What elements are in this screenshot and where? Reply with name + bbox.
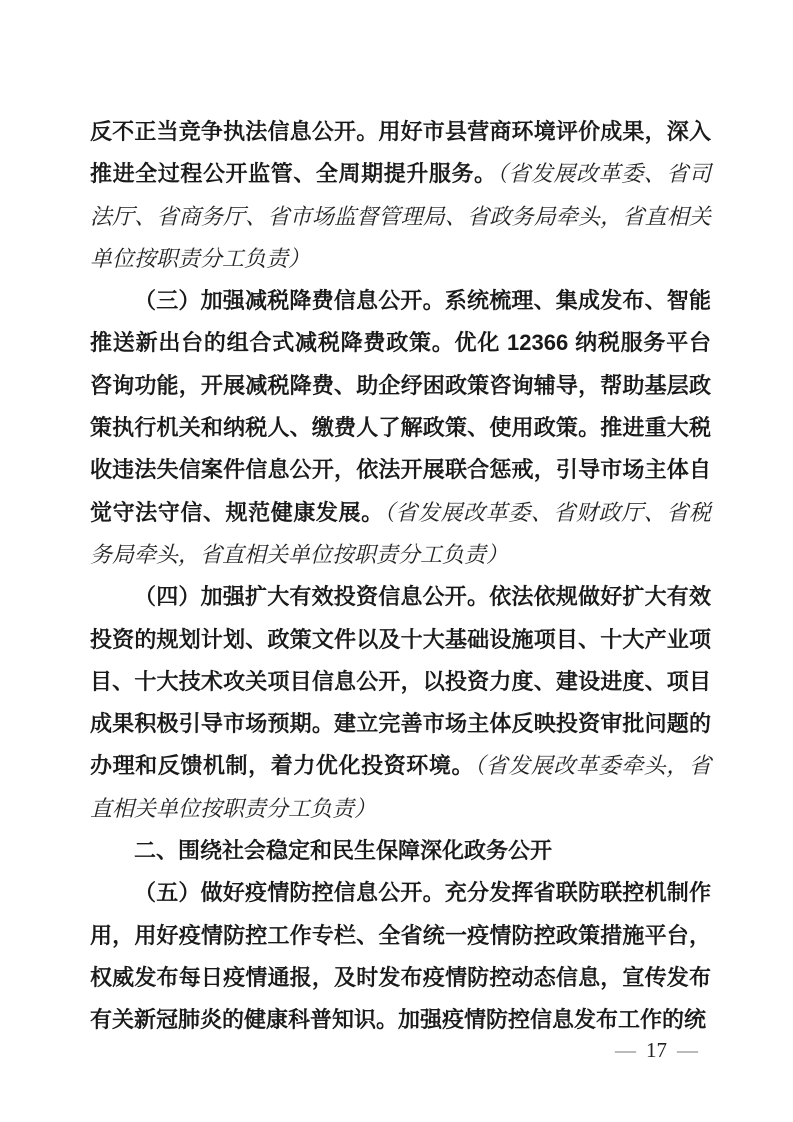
responsibility-note: （省发展改革委、省财政厅、省税务局牵头，省直相关单位按职责分工负责） bbox=[90, 499, 711, 567]
paragraph-item-4-text: （四）加强扩大有效投资信息公开。依法依规做好扩大有效投资的规划计划、政策文件以及十大基础设施项目、十大产业项目、十大技术攻关项目信息公开，以投资力度、建设进度、项目成果积极引导市场预期。建立完善市场主体反映投资审批问题的办理和反馈机制，着力优化投资环境。 bbox=[90, 584, 711, 779]
paragraph-item-4 bbox=[90, 576, 711, 830]
responsibility-note: （省发展改革委牵头，省直相关单位按职责分工负责） bbox=[90, 753, 711, 821]
page-number-value: 17 bbox=[646, 1038, 667, 1062]
paragraph-item-5-text: （五）做好疫情防控信息公开。充分发挥省联防联控机制作用，用好疫情防控工作专栏、全省统一疫情防控政策措施平台，权威发布每日疫情通报，及时发布疫情防控动态信息，宣传发布有关新冠肺炎的健康科普知识。加强疫情防控信息发布工作的统 bbox=[90, 880, 711, 1033]
responsibility-note: （省发展改革委、省司法厅、省商务厅、省市场监督管理局、省政务局牵头，省直相关单位按职责分工负责） bbox=[90, 161, 711, 271]
paragraph-item-5 bbox=[90, 872, 711, 1041]
paragraph-continuation-text: 反不正当竞争执法信息公开。用好市县营商环境评价成果，深入推进全过程公开监管、全周期提升服务。 bbox=[90, 119, 711, 187]
page-number-left-dash: — bbox=[615, 1038, 636, 1062]
paragraph-item-3-text: （三）加强减税降费信息公开。系统梳理、集成发布、智能推送新出台的组合式减税降费政策。优化 12366 纳税服务平台咨询功能，开展减税降费、助企纾困政策咨询辅导，帮助基层政策执行机关和纳税人、缴费人了解政策、使用政策。推进重大税收违法失信案件信息公开，依法开展联合惩戒，引导市场主体自觉守法守信、规范健康发展。 bbox=[90, 288, 711, 525]
page-number-right-dash: — bbox=[677, 1038, 698, 1062]
page-number bbox=[615, 1038, 698, 1062]
paragraph-continuation bbox=[90, 111, 711, 280]
paragraph-item-3 bbox=[90, 280, 711, 576]
section-heading-2-text: 二、围绕社会稳定和民生保障深化政务公开 bbox=[134, 838, 553, 864]
document-body bbox=[90, 111, 711, 1042]
section-heading-2 bbox=[90, 830, 711, 872]
